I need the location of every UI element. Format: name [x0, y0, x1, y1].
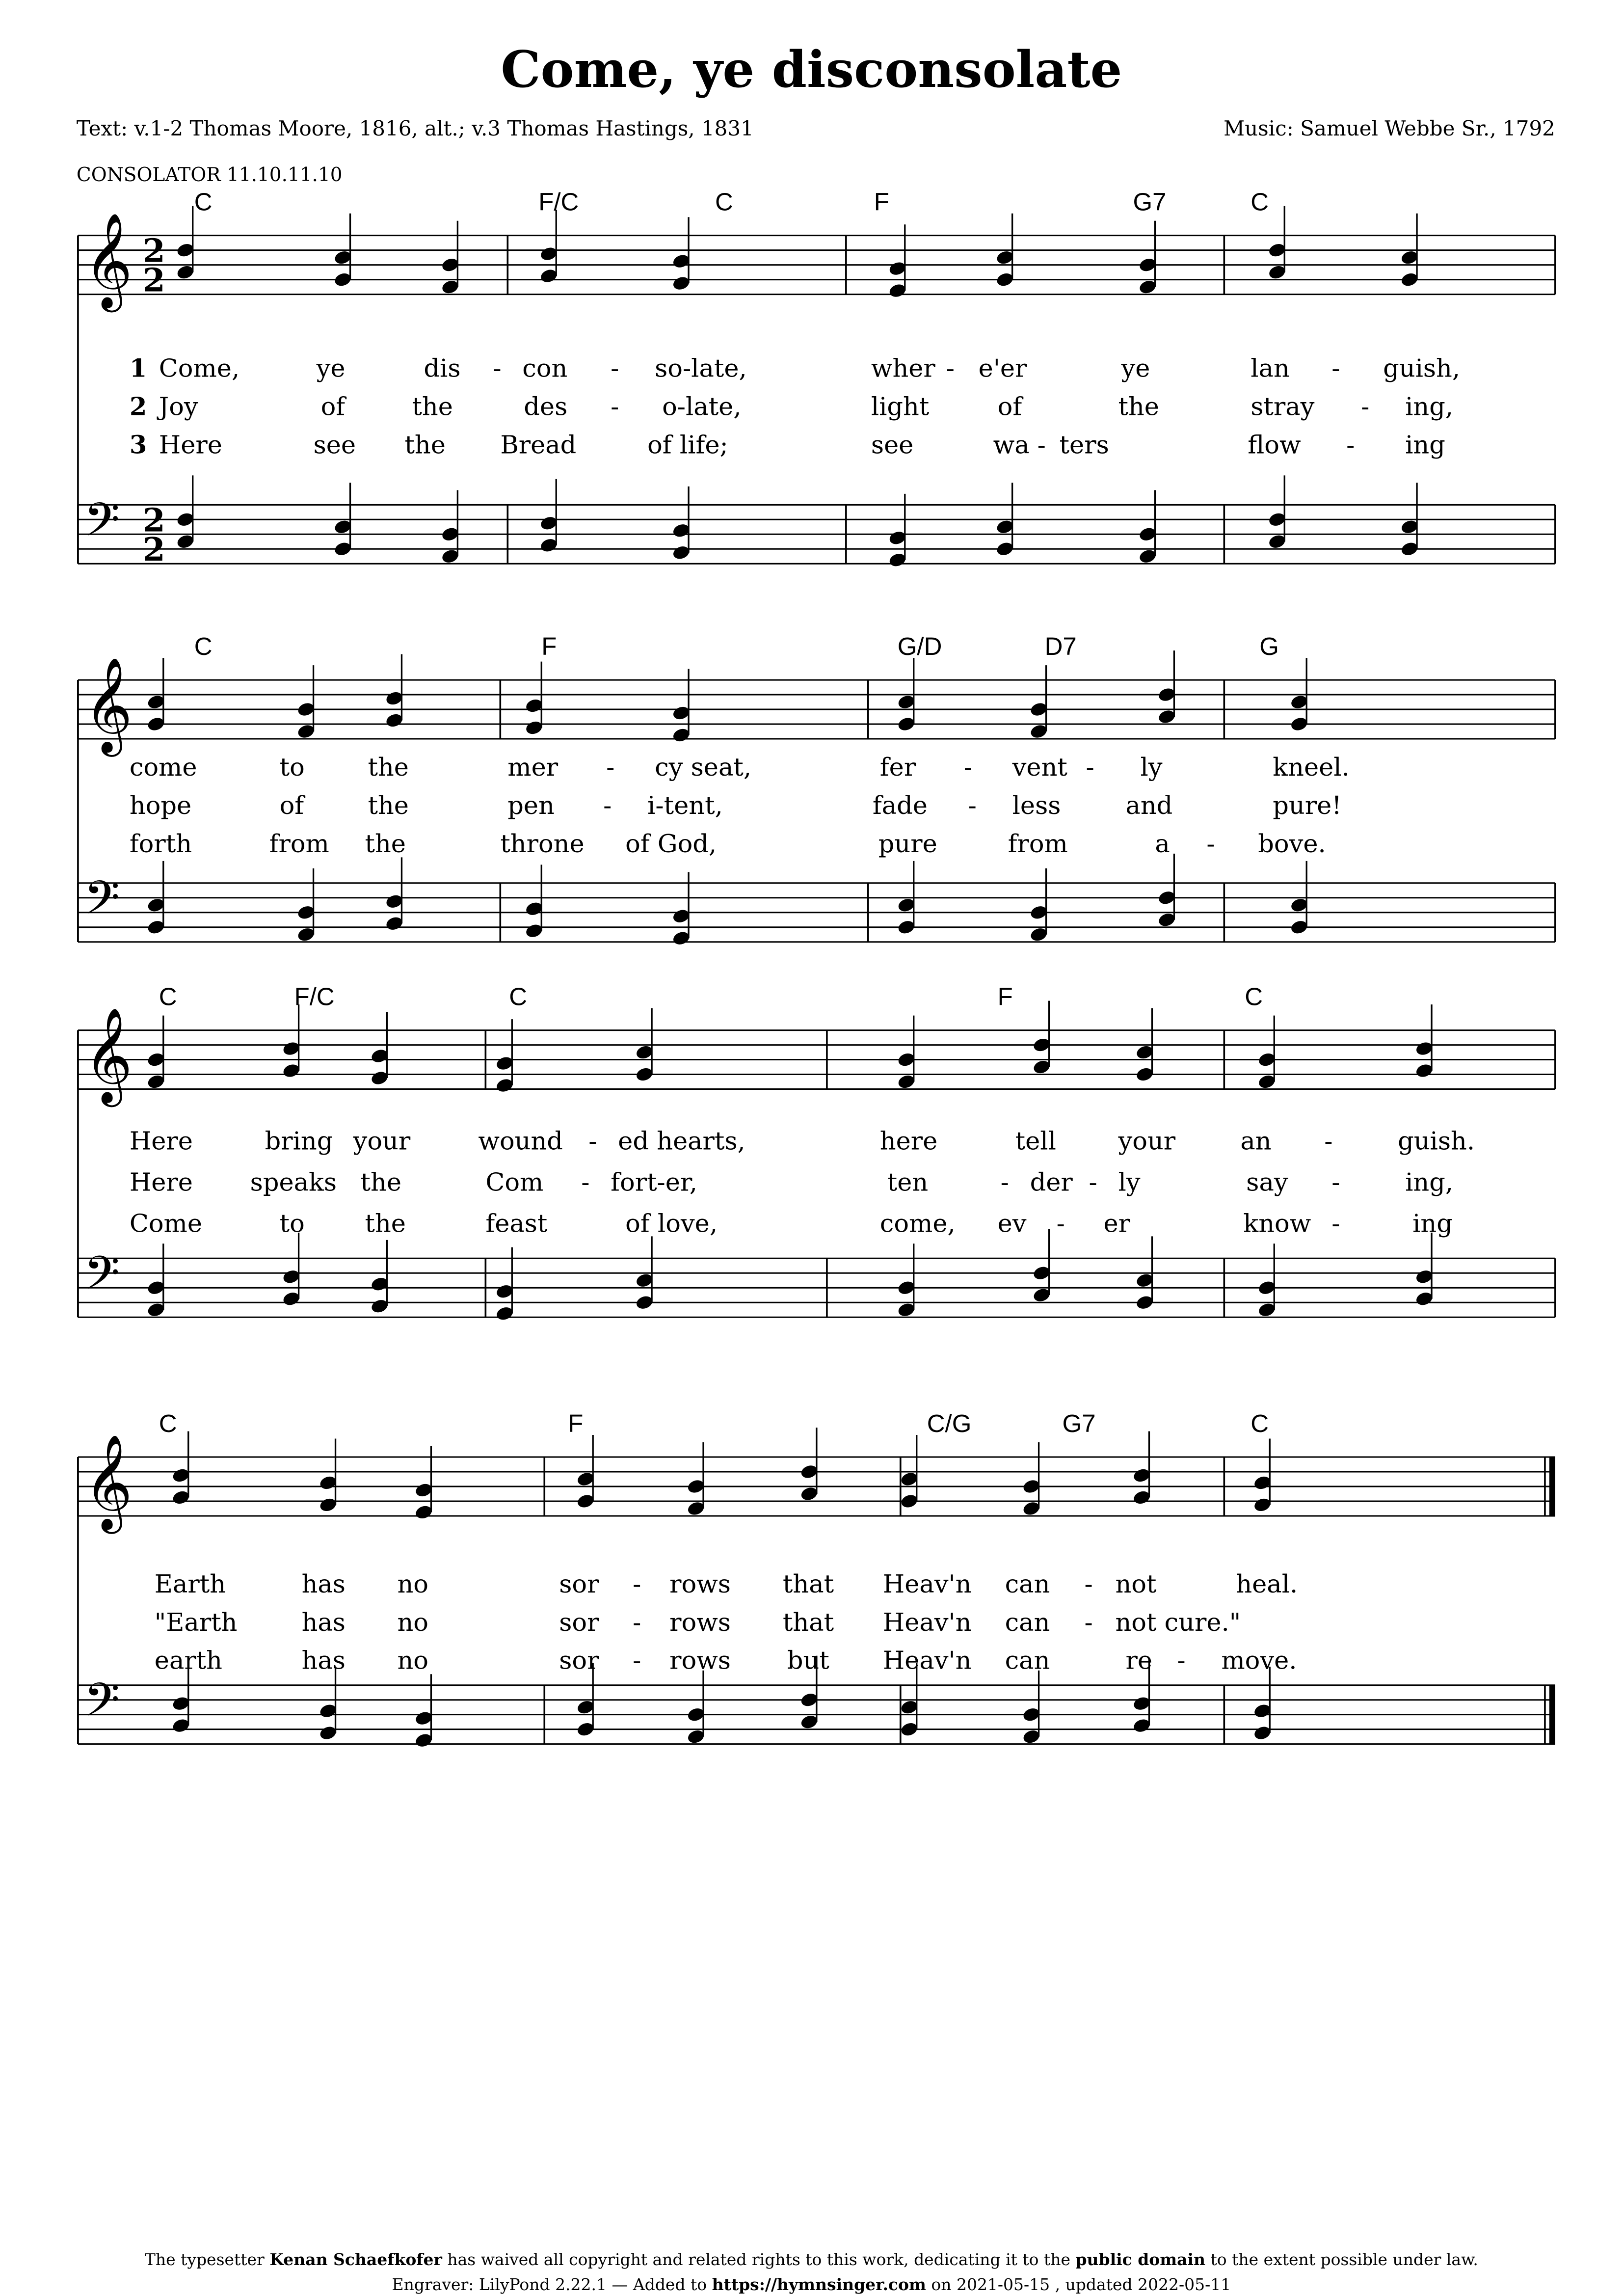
lyric-syllable: of God, [625, 830, 717, 860]
treble-clef-icon: 𝄞 [83, 656, 133, 753]
lyric-syllable: stray [1251, 393, 1315, 423]
chord-symbol: F/C [538, 188, 579, 216]
lyric-syllable: speaks [250, 1168, 337, 1198]
lyric-syllable: ing [1412, 1210, 1453, 1240]
chord-symbol: C [1245, 983, 1263, 1011]
lyric-hyphen: - [1331, 1210, 1340, 1240]
lyric-syllable: er [1103, 1210, 1131, 1240]
lyric-hyphen: - [1084, 1608, 1093, 1638]
lyric-syllable: rows [669, 1570, 731, 1600]
bass-clef-icon: 𝄢 [83, 870, 120, 936]
lyric-hyphen: - [1346, 431, 1355, 461]
lyric-hyphen: - [1086, 753, 1094, 783]
lyric-syllable: say [1246, 1168, 1288, 1198]
lyric-syllable: of [997, 393, 1022, 423]
chord-symbol: C [159, 983, 177, 1011]
site-link[interactable]: https://hymnsinger.com [712, 2275, 926, 2295]
lyric-syllable: bove. [1258, 830, 1326, 860]
footer-text: Engraver: LilyPond 2.22.1 — Added to [392, 2275, 707, 2295]
chord-symbol: C [194, 188, 213, 216]
lyric-syllable: light [871, 393, 930, 423]
lyric-syllable: an [1240, 1127, 1272, 1157]
lyric-syllable: here [879, 1127, 938, 1157]
chord-symbol: D7 [1044, 633, 1077, 661]
treble-clef-icon: 𝄞 [83, 1006, 133, 1103]
lyric-syllable: pen [507, 791, 555, 821]
lyric-syllable: earth [154, 1647, 223, 1676]
lyric-syllable: flow [1248, 431, 1301, 461]
chord-symbol: F [541, 633, 557, 661]
lyric-hyphen: - [588, 1127, 597, 1157]
lyric-syllable: sor [559, 1608, 599, 1638]
lyric-syllable: fade [872, 791, 928, 821]
lyric-syllable: der [1030, 1168, 1073, 1198]
lyric-hyphen: - [633, 1608, 641, 1638]
lyric-hyphen: - [963, 753, 972, 783]
lyric-hyphen: - [1000, 1168, 1009, 1198]
lyric-syllable: lan [1251, 354, 1290, 384]
lyric-syllable: the [368, 753, 409, 783]
lyric-syllable: that [782, 1608, 834, 1638]
lyric-hyphen: - [1331, 354, 1340, 384]
lyric-hyphen: - [633, 1570, 641, 1600]
lyric-syllable: Earth [154, 1570, 226, 1600]
lyric-syllable: "Earth [154, 1608, 238, 1638]
lyric-hyphen: - [1361, 393, 1370, 423]
lyric-syllable: ly [1118, 1168, 1141, 1198]
chord-symbol: F [874, 188, 889, 216]
lyric-syllable: kneel. [1273, 753, 1350, 783]
lyric-syllable: not cure." [1115, 1608, 1241, 1638]
lyric-syllable: to [279, 753, 305, 783]
music-credit: Music: Samuel Webbe Sr., 1792 [1224, 117, 1555, 141]
bass-clef-icon: 𝄢 [83, 1246, 120, 1312]
footer-text: has waived all copyright and related rights to this work, dedicating it to the [447, 2250, 1070, 2269]
lyric-syllable: Here [129, 1168, 193, 1198]
bass-clef-icon: 𝄢 [83, 492, 120, 558]
chord-symbol: C [1251, 1410, 1269, 1438]
footer-text: The typesetter [144, 2250, 265, 2269]
lyric-syllable: ters [1059, 431, 1109, 461]
lyric-syllable: tell [1015, 1127, 1056, 1157]
lyric-hyphen: - [493, 354, 502, 384]
lyric-syllable: wa [993, 431, 1030, 461]
lyric-syllable: cy seat, [655, 753, 752, 783]
footer-text: on 2021-05-15 , updated 2022-05-11 [931, 2275, 1231, 2295]
lyric-syllable: ye [1121, 354, 1150, 384]
time-signature: 2 [142, 231, 165, 270]
lyric-hyphen: - [968, 791, 977, 821]
chord-symbol: F/C [294, 983, 335, 1011]
treble-clef-icon: 𝄞 [83, 212, 133, 308]
lyric-syllable: con [522, 354, 568, 384]
lyric-syllable: the [365, 1210, 406, 1240]
lyric-syllable: but [787, 1647, 829, 1676]
lyric-syllable: ev [997, 1210, 1027, 1240]
chord-symbol: G7 [1133, 188, 1167, 216]
lyric-syllable: a [1155, 830, 1170, 860]
lyric-syllable: can [1005, 1570, 1050, 1600]
lyric-syllable: des [524, 393, 568, 423]
lyric-hyphen: - [1084, 1570, 1093, 1600]
lyric-syllable: the [412, 393, 453, 423]
lyric-syllable: that [782, 1570, 834, 1600]
lyric-syllable: fort-er, [611, 1168, 697, 1198]
lyric-syllable: the [368, 791, 409, 821]
lyric-syllable: can [1005, 1647, 1050, 1676]
lyric-hyphen: - [1331, 1168, 1340, 1198]
lyric-syllable: Heav'n [882, 1570, 972, 1600]
time-signature: 2 [142, 261, 165, 299]
lyric-hyphen: - [603, 791, 612, 821]
chord-symbol: G/D [897, 633, 942, 661]
chord-symbol: F [997, 983, 1013, 1011]
lyric-syllable: come, [879, 1210, 956, 1240]
lyric-syllable: ing [1405, 431, 1445, 461]
lyric-syllable: has [301, 1608, 346, 1638]
lyric-hyphen: - [581, 1168, 590, 1198]
chord-symbol: C [715, 188, 733, 216]
lyric-syllable: see [313, 431, 356, 461]
lyric-syllable: no [397, 1647, 428, 1676]
lyric-syllable: the [404, 431, 446, 461]
lyric-syllable: of [320, 393, 346, 423]
time-signature: 2 [142, 501, 165, 540]
lyric-syllable: Joy [159, 393, 198, 423]
lyric-syllable: o-late, [662, 393, 742, 423]
lyric-syllable: Heav'n [882, 1647, 972, 1676]
lyric-syllable: i-tent, [647, 791, 723, 821]
text-credit: Text: v.1-2 Thomas Moore, 1816, alt.; v.3 Thomas Hastings, 1831 [76, 117, 754, 141]
lyric-hyphen: - [1056, 1210, 1065, 1240]
chord-symbol: G7 [1062, 1410, 1096, 1438]
time-signature: 2 [142, 530, 165, 569]
footer-text: to the extent possible under law. [1210, 2250, 1478, 2269]
lyric-syllable: pure! [1273, 791, 1342, 821]
lyric-syllable: see [871, 431, 914, 461]
lyric-hyphen: - [1037, 431, 1046, 461]
lyric-syllable: pure [878, 830, 937, 860]
lyric-syllable: wher [871, 354, 935, 384]
chord-symbol: C/G [927, 1410, 972, 1438]
lyric-syllable: ten [887, 1168, 929, 1198]
lyric-syllable: vent [1012, 753, 1067, 783]
lyric-syllable: less [1012, 791, 1061, 821]
lyric-hyphen: - [946, 354, 955, 384]
typesetter-name: Kenan Schaefkofer [269, 2250, 442, 2269]
lyric-syllable: has [301, 1647, 346, 1676]
lyric-syllable: of [279, 791, 304, 821]
lyric-syllable: ed hearts, [618, 1127, 745, 1157]
lyric-hyphen: - [1206, 830, 1215, 860]
lyric-syllable: no [397, 1570, 428, 1600]
lyric-syllable: so-late, [655, 354, 747, 384]
lyric-syllable: bring [265, 1127, 333, 1157]
lyric-syllable: hope [129, 791, 192, 821]
chord-symbol: C [159, 1410, 177, 1438]
lyric-syllable: guish. [1398, 1127, 1475, 1157]
lyric-syllable: the [360, 1168, 401, 1198]
lyric-syllable: Come, [159, 354, 240, 384]
chord-symbol: G [1259, 633, 1279, 661]
lyric-syllable: and [1125, 791, 1173, 821]
footer-engraver [0, 2275, 1623, 2295]
lyric-syllable: ing, [1405, 1168, 1454, 1198]
lyric-syllable: heal. [1236, 1570, 1298, 1600]
hymn-title: Come, ye disconsolate [501, 41, 1122, 100]
lyric-syllable: your [353, 1127, 411, 1157]
lyric-syllable: has [301, 1570, 346, 1600]
footer-license [0, 2250, 1623, 2269]
lyric-syllable: wound [478, 1127, 563, 1157]
lyric-syllable: sor [559, 1647, 599, 1676]
verse-number: 2 [129, 393, 147, 423]
chord-symbol: C [509, 983, 528, 1011]
lyric-syllable: know [1243, 1210, 1311, 1240]
lyric-syllable: e'er [978, 354, 1027, 384]
final-barline [1549, 1457, 1555, 1516]
lyric-syllable: guish, [1383, 354, 1461, 384]
lyric-syllable: not [1115, 1570, 1157, 1600]
lyric-hyphen: - [606, 753, 615, 783]
lyric-hyphen: - [633, 1647, 641, 1676]
lyric-syllable: Come [129, 1210, 203, 1240]
lyric-syllable: rows [669, 1647, 731, 1676]
lyric-syllable: the [1118, 393, 1159, 423]
lyric-syllable: fer [879, 753, 916, 783]
bass-clef-icon: 𝄢 [83, 1673, 120, 1738]
lyric-syllable: Com [485, 1168, 544, 1198]
chord-symbol: C [1251, 188, 1269, 216]
lyric-syllable: Bread [500, 431, 577, 461]
tune-name: CONSOLATOR 11.10.11.10 [76, 164, 343, 187]
lyric-syllable: move. [1221, 1647, 1297, 1676]
lyric-syllable: feast [485, 1210, 548, 1240]
lyric-syllable: Here [159, 431, 222, 461]
lyric-hyphen: - [1089, 1168, 1097, 1198]
lyric-syllable: can [1005, 1608, 1050, 1638]
lyric-hyphen: - [1324, 1127, 1333, 1157]
lyric-syllable: ly [1140, 753, 1163, 783]
lyric-syllable: dis [424, 354, 461, 384]
lyric-syllable: ye [316, 354, 346, 384]
lyric-syllable: rows [669, 1608, 731, 1638]
lyric-hyphen: - [611, 354, 619, 384]
lyric-syllable: throne [500, 830, 585, 860]
lyric-syllable: no [397, 1608, 428, 1638]
lyric-syllable: Here [129, 1127, 193, 1157]
lyric-syllable: mer [507, 753, 559, 783]
lyric-syllable: re [1125, 1647, 1152, 1676]
lyric-syllable: your [1118, 1127, 1176, 1157]
lyric-syllable: come [129, 753, 197, 783]
lyric-syllable: the [365, 830, 406, 860]
chord-symbol: C [194, 633, 213, 661]
lyric-syllable: Heav'n [882, 1608, 972, 1638]
lyric-syllable: from [1008, 830, 1068, 860]
public-domain-text: public domain [1075, 2250, 1206, 2269]
lyric-syllable: sor [559, 1570, 599, 1600]
lyric-syllable: from [269, 830, 329, 860]
lyric-syllable: forth [129, 830, 192, 860]
lyric-hyphen: - [1177, 1647, 1186, 1676]
treble-clef-icon: 𝄞 [83, 1433, 133, 1530]
chord-symbol: F [568, 1410, 584, 1438]
verse-number: 3 [129, 431, 147, 461]
lyric-syllable: of life; [647, 431, 728, 461]
lyric-syllable: ing, [1405, 393, 1454, 423]
lyric-syllable: of love, [625, 1210, 718, 1240]
verse-number: 1 [129, 354, 147, 384]
lyric-syllable: to [279, 1210, 305, 1240]
lyric-hyphen: - [611, 393, 619, 423]
final-barline [1549, 1685, 1555, 1744]
